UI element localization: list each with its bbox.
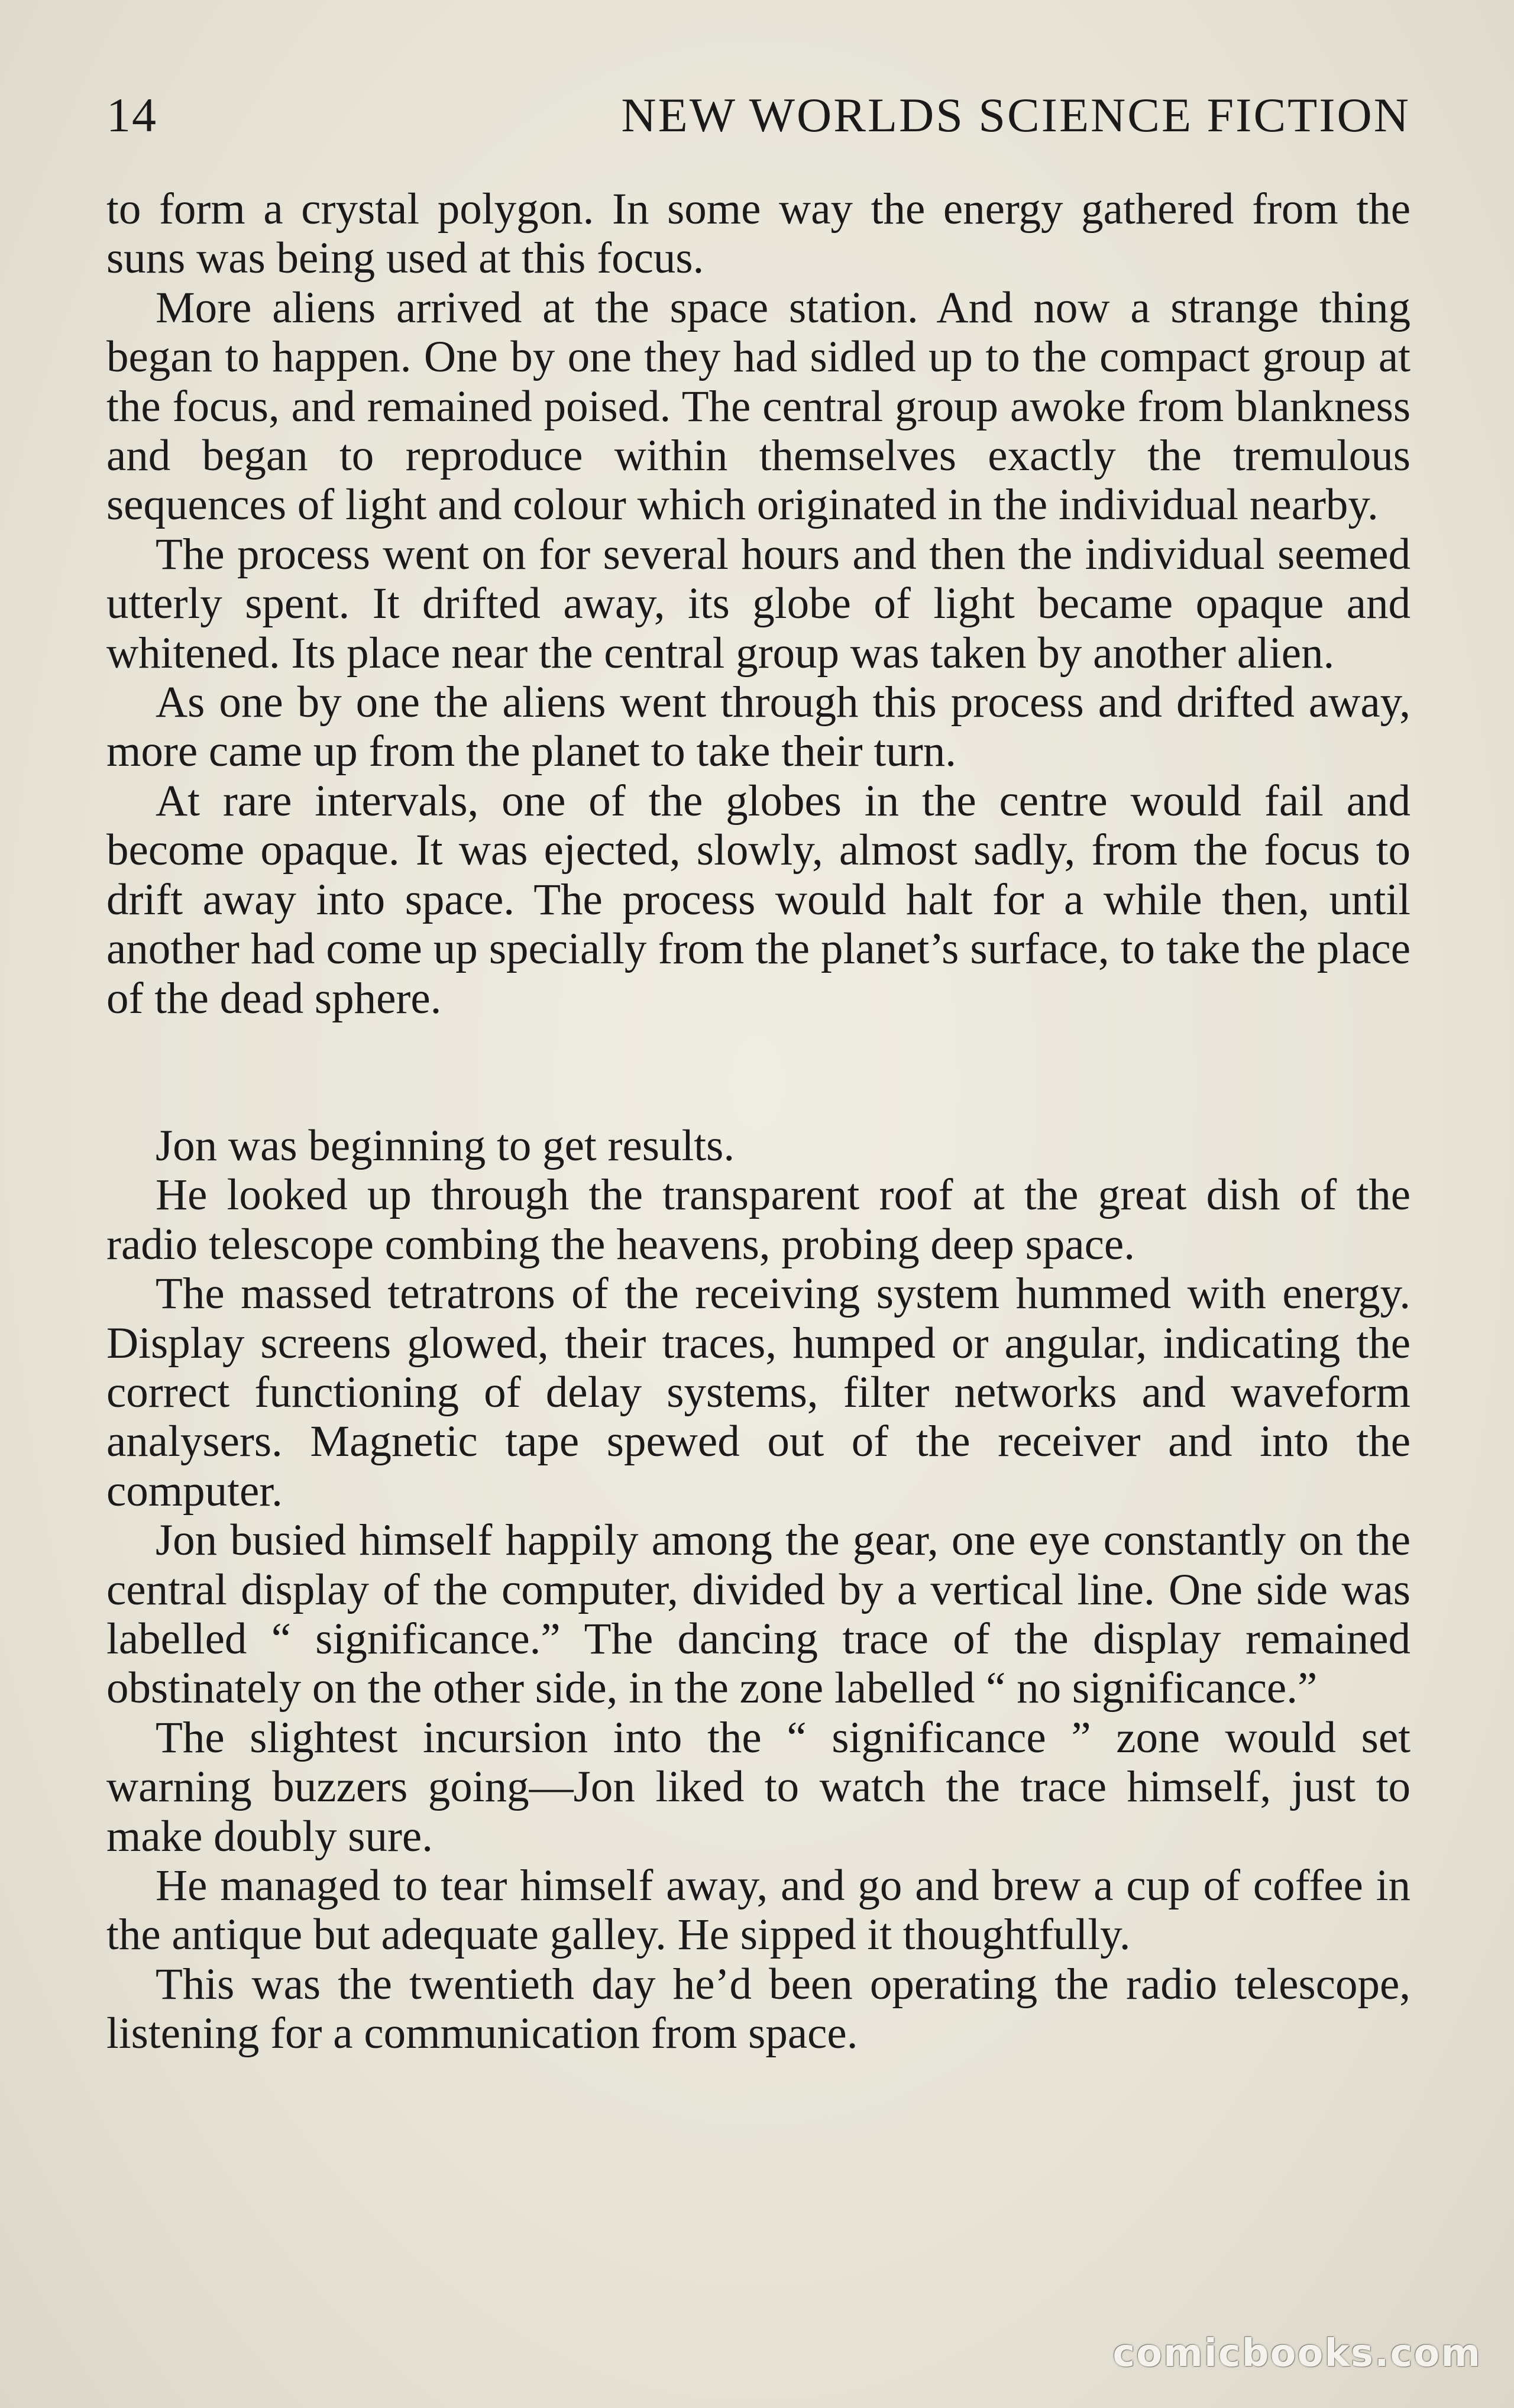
paragraph: The massed tetratrons of the receiving system hummed with energy. Display screens glowed, their traces, humped or angular, indicating the correct functioning of delay systems, filter networks and waveform analysers. Magnetic tape spewed out of the receiver and into the computer. [106, 1269, 1411, 1516]
running-title: NEW WORLDS SCIENCE FICTION [621, 88, 1411, 142]
paragraph: Jon was beginning to get results. [156, 1121, 735, 1170]
paragraph: As one by one the aliens went through this process and drifted away, more came up from the planet to take their turn. [106, 678, 1411, 776]
paragraph: Jon busied himself happily among the gear, one eye constantly on the central display of the computer, divided by a vertical line. One side was labelled “ significance.” The dancing trace of the display remained obstinately on the other side, in the zone labelled “ no significance.” [106, 1516, 1411, 1713]
paragraph: More aliens arrived at the space station. And now a strange thing began to happen. One by one they had sidled up to the compact group at the focus, and remained poised. The central group awoke from blankness and began to reproduce within themselves exactly the tremulous sequences of light and colour which originated in the individual nearby. [106, 283, 1411, 530]
watermark: comicbooks.com [1112, 2332, 1481, 2375]
paragraph: The slightest incursion into the “ significance ” zone would set warning buzzers going—Jon liked to watch the trace himself, just to make doubly sure. [106, 1713, 1411, 1861]
paragraph: At rare intervals, one of the globes in the centre would fail and become opaque. It was ejected, slowly, almost sadly, from the focus to drift away into space. The process would halt for a while then, until another had come up specially from the planet’s surface, to take the place of the dead sphere. [106, 776, 1411, 1023]
paragraph: He managed to tear himself away, and go and brew a cup of coffee in the antique but adequate galley. He sipped it thoughtfully. [106, 1861, 1411, 1960]
paragraph: to form a crystal polygon. In some way the energy gathered from the suns was being used at this focus. [106, 185, 1411, 283]
page-header [106, 83, 1411, 148]
section-break [106, 1023, 1411, 1121]
paragraph: The process went on for several hours and then the individual seemed utterly spent. It drifted away, its globe of light became opaque and whitened. Its place near the central group was taken by another alien. [106, 529, 1411, 678]
story-text [106, 185, 1411, 2059]
paragraph: This was the twentieth day he’d been operating the radio telescope, listening for a communication from space. [106, 1959, 1411, 2059]
paragraph: He looked up through the transparent roof at the great dish of the radio telescope combing the heavens, probing deep space. [106, 1170, 1411, 1269]
page-number: 14 [106, 88, 157, 142]
